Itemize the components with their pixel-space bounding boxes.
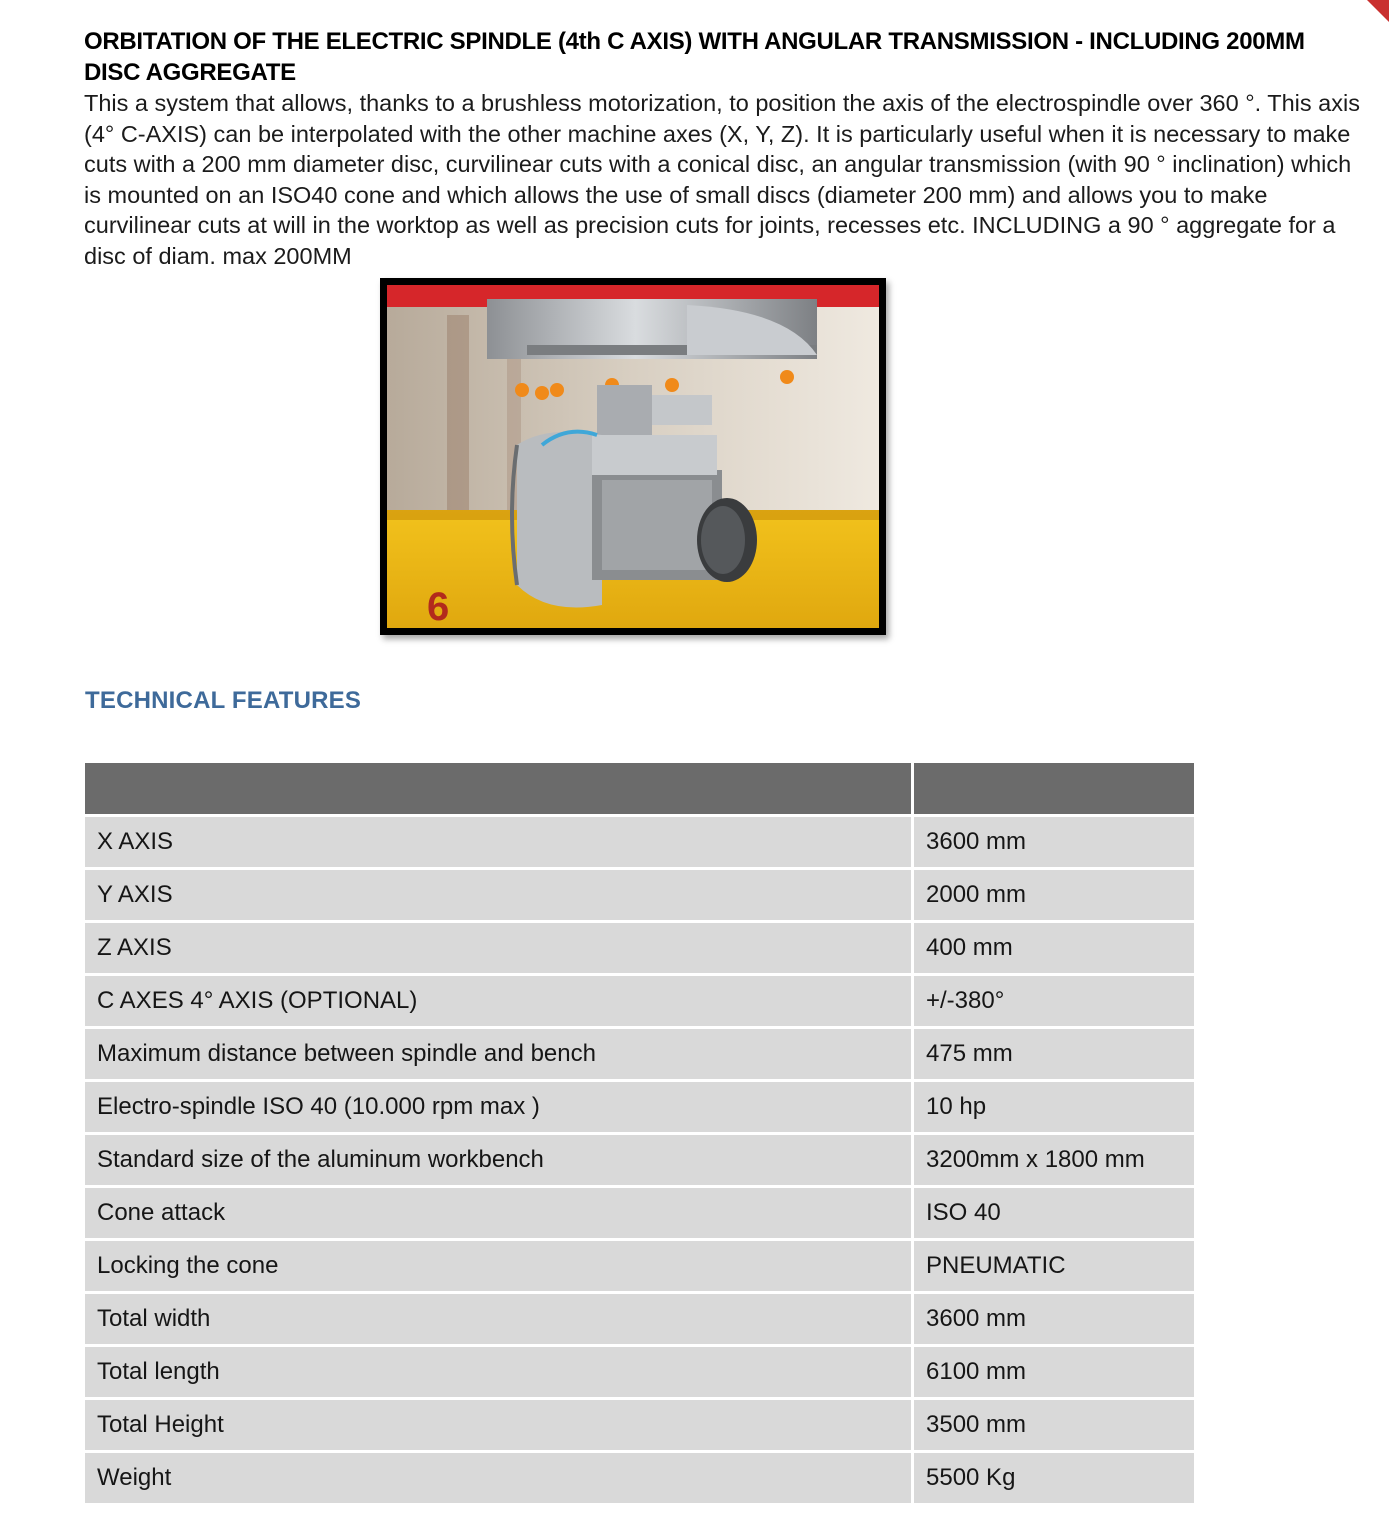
technical-features-table	[85, 763, 1194, 1503]
table-header-row	[85, 763, 1194, 817]
table-row	[85, 1029, 1194, 1082]
table-row	[85, 1135, 1194, 1188]
feature-value: 3600 mm	[914, 817, 1194, 870]
feature-label: Standard size of the aluminum workbench	[85, 1135, 914, 1188]
feature-label: X AXIS	[85, 817, 914, 870]
feature-label: Cone attack	[85, 1188, 914, 1241]
document-title: ORBITATION OF THE ELECTRIC SPINDLE (4th C AXIS) WITH ANGULAR TRANSMISSION - INCLUDING 200MM DISC AGGREGATE	[84, 28, 1305, 86]
feature-value: 400 mm	[914, 923, 1194, 976]
table-row	[85, 1453, 1194, 1503]
feature-value: ISO 40	[914, 1188, 1194, 1241]
table-row	[85, 1400, 1194, 1453]
feature-label: Z AXIS	[85, 923, 914, 976]
table-row	[85, 817, 1194, 870]
table-row	[85, 976, 1194, 1029]
table-row	[85, 870, 1194, 923]
feature-value: 3200mm x 1800 mm	[914, 1135, 1194, 1188]
table-row	[85, 1241, 1194, 1294]
feature-label: Maximum distance between spindle and bench	[85, 1029, 914, 1082]
table-header-value	[914, 763, 1194, 817]
feature-label: Total length	[85, 1347, 914, 1400]
feature-value: 3600 mm	[914, 1294, 1194, 1347]
feature-label: Weight	[85, 1453, 914, 1503]
feature-label: C AXES 4° AXIS (OPTIONAL)	[85, 976, 914, 1029]
document-description: This a system that allows, thanks to a brushless motorization, to position the axis of the electrospindle over 360 °. This axis (4° C-AXIS) can be interpolated with the other machine axes (X, Y, Z). It is particularly useful when it is necessary to make cuts with a 200 mm diameter disc, curvilinear cuts with a conical disc, an angular transmission (with 90 ° inclination) which is mounted on an ISO40 cone and which allows the use of small discs (diameter 200 mm) and allows you to make curvilinear cuts at will in the worktop as well as precision cuts for joints, recesses etc. INCLUDING a 90 ° aggregate for a disc of diam. max 200MM	[84, 90, 1360, 269]
spindle-photo	[380, 278, 886, 635]
feature-value: 3500 mm	[914, 1400, 1194, 1453]
feature-value: PNEUMATIC	[914, 1241, 1194, 1294]
table-header-feature	[85, 763, 914, 817]
feature-label: Electro-spindle ISO 40 (10.000 rpm max )	[85, 1082, 914, 1135]
table-row	[85, 1188, 1194, 1241]
feature-label: Total width	[85, 1294, 914, 1347]
feature-label: Locking the cone	[85, 1241, 914, 1294]
feature-label: Total Height	[85, 1400, 914, 1453]
svg-text:6: 6	[427, 585, 450, 628]
feature-value: 2000 mm	[914, 870, 1194, 923]
feature-value: 475 mm	[914, 1029, 1194, 1082]
technical-features-heading: TECHNICAL FEATURES	[85, 687, 362, 714]
table-row	[85, 1347, 1194, 1400]
feature-value: 10 hp	[914, 1082, 1194, 1135]
spindle-photo-illustration	[387, 285, 879, 628]
table-row	[85, 1082, 1194, 1135]
feature-value: +/-380°	[914, 976, 1194, 1029]
table-row	[85, 923, 1194, 976]
corner-marker	[1367, 0, 1389, 22]
feature-value: 5500 Kg	[914, 1453, 1194, 1503]
table-row	[85, 1294, 1194, 1347]
feature-value: 6100 mm	[914, 1347, 1194, 1400]
feature-label: Y AXIS	[85, 870, 914, 923]
